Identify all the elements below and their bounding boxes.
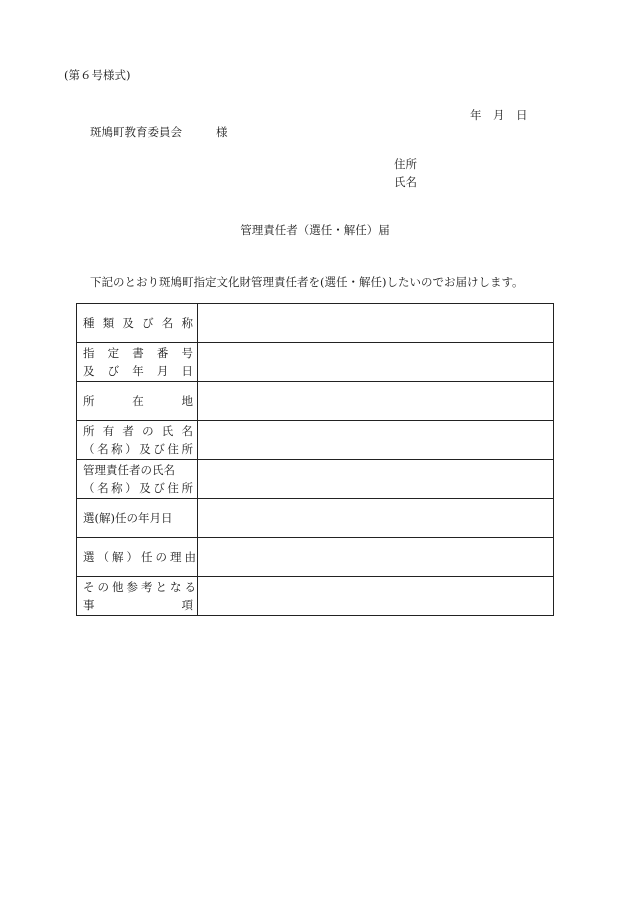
row-value bbox=[198, 460, 554, 499]
table-row bbox=[77, 304, 554, 343]
label-line: 選（解）任の理由 bbox=[83, 550, 199, 564]
name-label: 氏名 bbox=[394, 175, 417, 189]
table-row bbox=[77, 460, 554, 499]
label-line: 及 び 年 月 日 bbox=[83, 364, 193, 378]
address-label: 住所 bbox=[394, 157, 417, 171]
addressee-name: 斑鳩町教育委員会 bbox=[90, 125, 182, 139]
addressee-honorific: 様 bbox=[216, 125, 228, 139]
addressee bbox=[90, 124, 228, 140]
row-label bbox=[77, 382, 198, 421]
label-line: （ 名 称 ） 及 び 住 所 bbox=[83, 442, 193, 456]
row-value bbox=[198, 421, 554, 460]
table-row bbox=[77, 421, 554, 460]
row-label bbox=[77, 499, 198, 538]
form-number: (第６号様式) bbox=[64, 68, 131, 82]
body-text: 下記のとおり斑鳩町指定文化財管理責任者を(選任・解任)したいのでお届けします。 bbox=[90, 275, 524, 289]
row-label bbox=[77, 304, 198, 343]
row-label bbox=[77, 538, 198, 577]
label-line: （ 名 称 ） 及 び 住 所 bbox=[83, 481, 193, 495]
row-value bbox=[198, 499, 554, 538]
label-line: 所 有 者 の 氏 名 bbox=[83, 424, 193, 438]
table-row bbox=[77, 577, 554, 616]
row-label bbox=[77, 343, 198, 382]
label-line: 選(解)任の年月日 bbox=[83, 511, 173, 525]
table-row bbox=[77, 382, 554, 421]
row-value bbox=[198, 343, 554, 382]
label-line: 所 在 地 bbox=[83, 394, 193, 408]
label-line: 管理責任者の氏名 bbox=[83, 463, 175, 477]
table-row bbox=[77, 499, 554, 538]
document-title: 管理責任者（選任・解任）届 bbox=[240, 223, 390, 237]
table-row bbox=[77, 343, 554, 382]
form-table bbox=[76, 303, 554, 616]
row-label bbox=[77, 460, 198, 499]
label-line: その他参考となる bbox=[83, 580, 199, 594]
label-line: 指 定 書 番 号 bbox=[83, 346, 193, 360]
row-value bbox=[198, 304, 554, 343]
row-value bbox=[198, 382, 554, 421]
date-line: 年 月 日 bbox=[470, 108, 528, 122]
row-value bbox=[198, 538, 554, 577]
row-label bbox=[77, 421, 198, 460]
table-row bbox=[77, 538, 554, 577]
row-label bbox=[77, 577, 198, 616]
row-value bbox=[198, 577, 554, 616]
label-line: 種 類 及 び 名 称 bbox=[83, 316, 193, 330]
label-line: 事 項 bbox=[83, 598, 193, 612]
